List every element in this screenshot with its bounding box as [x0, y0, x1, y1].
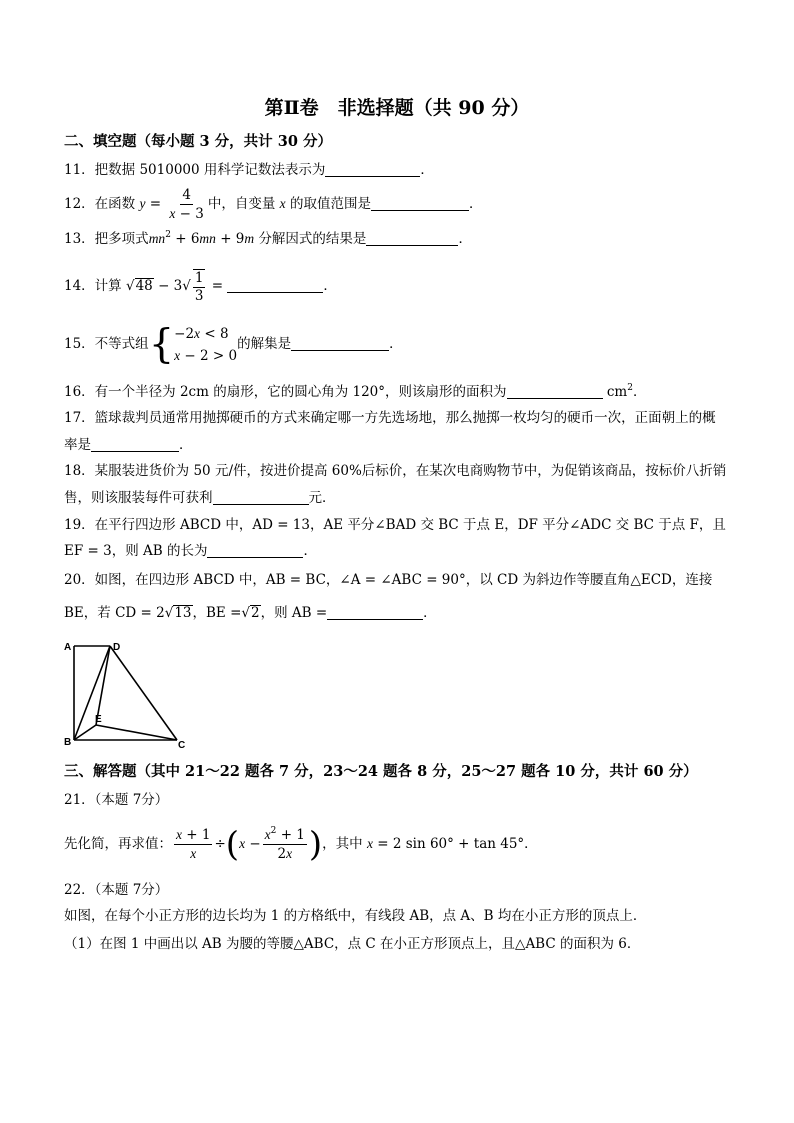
figure-label-C: C [178, 740, 186, 751]
question-19-text-a: EF = 3，则 AB 的长为 [64, 543, 208, 559]
unit-label: cm [606, 384, 628, 400]
question-21-text-b: ，其中 [322, 836, 363, 852]
question-17-line-1: 17．篮球裁判员通常用抛掷硬币的方式来确定哪一方先选场地，那么抛掷一枚均匀的硬币一次，正面朝上的概 [64, 410, 716, 426]
question-11: 11．把数据 5010000 用科学记数法表示为 ． [64, 162, 434, 178]
question-18-text-a: 售，则该服装每件可获利 [64, 490, 213, 506]
question-18-line-2 [64, 489, 336, 507]
question-17-text-b: 率是 [64, 437, 91, 453]
question-21-heading: 21．（本题 7分） [64, 792, 169, 808]
question-19-line-2: EF = 3，则 AB 的长为 ． [64, 543, 317, 559]
question-12-text-b: 中，自变量 [207, 196, 276, 212]
question-16-text: 16．有一个半径为 2cm 的扇形，它的圆心角为 120°，则该扇形的面积为 [64, 384, 507, 400]
question-16: 16．有一个半径为 2cm 的扇形，它的圆心角为 120°，则该扇形的面积为 $cm^2$． [64, 383, 647, 400]
question-13: 13．把多项式$mn^2 + 6mn + 9m$ 分解因式的结果是 ． [64, 230, 472, 247]
question-18-line-1: 18．某服装进货价为 50 元/件，按进价提高 60%后标价，在某次电商购物节中，为促销该商品，按标价八折销 [64, 463, 727, 479]
answer-blank-14[interactable] [227, 278, 323, 293]
question-20-text-c: ，则 AB = [260, 605, 328, 621]
page-title: 第Ⅱ卷 非选择题（共 90 分） [264, 97, 530, 119]
answer-blank-11[interactable] [325, 162, 420, 177]
question-13-text-b: 分解因式的结果是 [258, 231, 367, 247]
question-12: 12．在函数 y = $\frac{4}{x - 3}$ 中，自变量 x 的取值范围是 ． [64, 186, 483, 222]
answer-blank-20[interactable] [327, 605, 423, 620]
question-12-text-a: 12．在函数 [64, 196, 136, 212]
inequality-system: −2x < 8 x − 2 > 0 [174, 325, 238, 364]
question-21-text-a: 先化简，再求值： [64, 836, 172, 852]
question-22-line-2: （1）在图 1 中画出以 AB 为腰的等腰△ABC，点 C 在小正方形顶点上，且△ABC 的面积为 6． [64, 936, 641, 952]
answer-blank-18[interactable] [213, 490, 309, 505]
figure-label-E: E [95, 714, 102, 725]
question-22-line-1: 如图，在每个小正方形的边长均为 1 的方格纸中，有线段 AB，点 A、B 均在小正方形的顶点上． [64, 908, 647, 924]
answer-blank-16[interactable] [507, 384, 603, 399]
question-21-body: 先化简，再求值： $\frac{x + 1}{x}$ ÷(x − $\frac{x^2 + 1}{2x}$ )，其中 x = 2 sin 60° + tan 45°． [64, 824, 538, 865]
answer-blank-13[interactable] [366, 231, 458, 246]
figure-label-A: A [64, 642, 72, 653]
answer-blank-19[interactable] [207, 543, 303, 558]
answer-blank-17[interactable] [91, 437, 179, 452]
question-20-text-a: BE，若 CD = 2 [64, 605, 165, 621]
question-18-text-b: 元． [308, 490, 336, 506]
question-22-heading: 22．（本题 7分） [64, 882, 169, 898]
question-20-line-1: 20．如图，在四边形 ABCD 中，AB = BC，∠A = ∠ABC = 90°，以 CD 为斜边作等腰直角△ECD，连接 [64, 572, 713, 588]
sqrt-2: 2 [251, 605, 260, 621]
question-14-text-a: 14．计算 [64, 278, 122, 294]
section-solve-heading: 三、解答题（其中 21～22 题各 7 分，23～24 题各 8 分，25～27 题各 10 分，共计 60 分） [64, 763, 698, 780]
figure-label-B: B [64, 737, 72, 748]
question-15-text-b: 的解集是 [237, 336, 292, 352]
section-fill-in-heading: 二、填空题（每小题 3 分，共计 30 分） [64, 133, 332, 150]
question-15: 15．不等式组{ −2x < 8 x − 2 > 0 的解集是 ． [64, 321, 403, 368]
question-13-text-a: 13．把多项式 [64, 231, 149, 247]
question-17-line-2: 率是 ． [64, 437, 193, 453]
sqrt-13: 13 [174, 605, 192, 621]
quadrilateral-figure [62, 636, 197, 751]
figure-label-D: D [113, 642, 121, 653]
question-20-text-b: ，BE = [192, 605, 242, 621]
question-11-text: 11．把数据 5010000 用科学记数法表示为 [64, 162, 326, 178]
question-14: 14．计算 √48 − 3√ $\frac{1}{3}$ = ． [64, 269, 337, 304]
fraction-4-over-x-minus-3: $\frac{4}{x - 3}$ [169, 186, 204, 222]
question-20-line-2: BE，若 CD = 2√13，BE =√2，则 AB = ． [64, 605, 437, 621]
question-15-text-a: 15．不等式组 [64, 336, 149, 352]
question-19-line-1: 19．在平行四边形 ABCD 中，AD = 13，AE 平分∠BAD 交 BC 于点 E，DF 平分∠ADC 交 BC 于点 F，且 [64, 517, 726, 533]
answer-blank-12[interactable] [371, 196, 469, 211]
question-12-text-c: 的取值范围是 [289, 196, 371, 212]
answer-blank-15[interactable] [291, 336, 389, 351]
